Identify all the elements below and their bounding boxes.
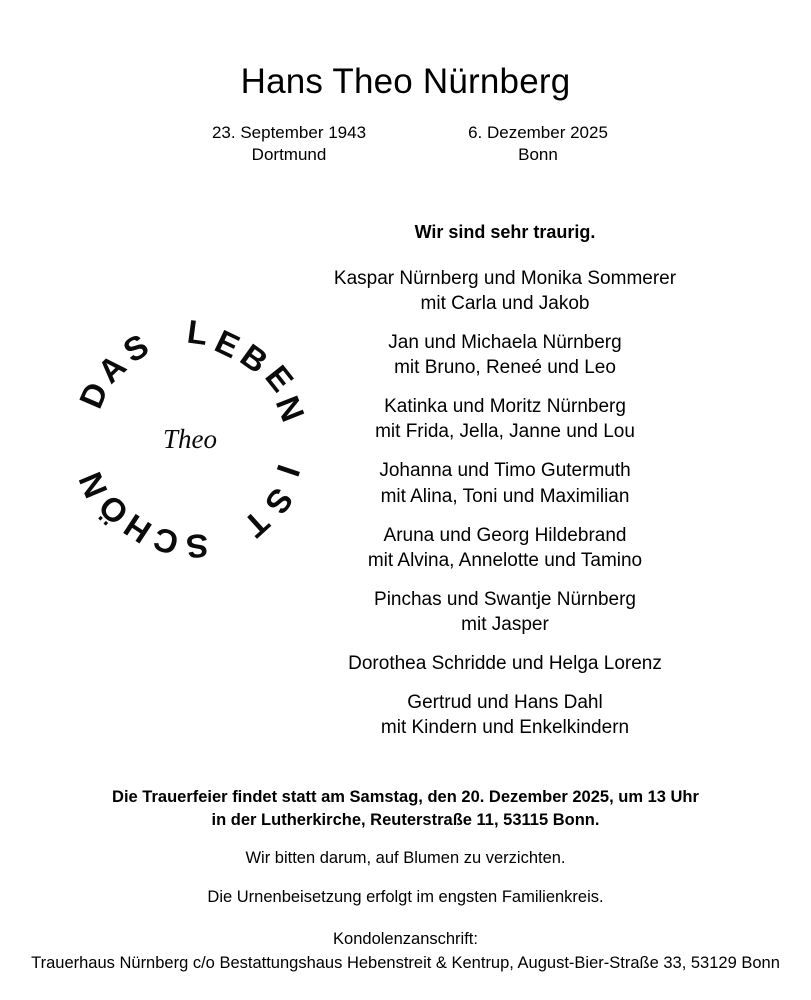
birth-block <box>169 122 409 166</box>
mourner-names: Aruna und Georg Hildebrand <box>383 524 627 546</box>
mourner-names: Jan und Michaela Nürnberg <box>388 332 622 354</box>
deceased-name: Hans Theo Nürnberg <box>240 62 571 101</box>
burial-note: Die Urnenbeisetzung erfolgt im engsten Familienkreis. <box>207 887 604 906</box>
birth-place: Dortmund <box>251 144 327 164</box>
stamp-arc-letter: N <box>71 466 115 504</box>
stamp-arc-letter: N <box>268 390 312 427</box>
condolence-footer <box>0 928 811 976</box>
service-details <box>40 786 771 907</box>
stamp-arc-letter: S <box>257 481 301 522</box>
death-date: 6. Dezember 2025 <box>468 123 608 142</box>
stamp-arc-letter: D <box>71 376 116 414</box>
mourner-group <box>255 587 755 637</box>
mourning-heading: Wir sind sehr traurig. <box>414 222 596 242</box>
mourner-names: Pinchas und Swantje Nürnberg <box>374 588 636 610</box>
stamp-signature: Theo <box>163 424 217 454</box>
mourner-children: mit Frida, Jella, Janne und Lou <box>375 421 635 443</box>
birth-date: 23. September 1943 <box>211 123 367 142</box>
mourner-names: Kaspar Nürnberg und Monika Sommerer <box>333 268 677 289</box>
stamp-arc-letter: H <box>117 506 158 551</box>
life-dates-row <box>0 122 811 172</box>
mourner-children: mit Carla und Jakob <box>420 293 590 315</box>
mourner-names: Katinka und Moritz Nürnberg <box>384 396 626 418</box>
flowers-note: Wir bitten darum, auf Blumen zu verzichten. <box>245 848 566 867</box>
mourner-group <box>255 394 755 444</box>
mourner-group <box>255 690 755 740</box>
mourner-group <box>255 651 755 676</box>
death-block <box>418 122 658 166</box>
condolence-label: Kondolenzanschrift: <box>333 930 478 948</box>
stamp-arc-letter: S <box>184 527 210 566</box>
mourner-group <box>255 458 755 508</box>
stamp-arc-letter: Ö <box>91 487 136 533</box>
stamp-arc-letter: E <box>258 358 301 399</box>
mourner-children: mit Alvina, Annelotte und Tamino <box>367 549 643 571</box>
service-announcement <box>40 786 771 832</box>
condolence-address: Trauerhaus Nürnberg c/o Bestattungshaus Hebenstreit & Kentrup, August-Bier-Straße 33, 53129 Bonn <box>31 953 780 972</box>
stamp-arc-letter: I <box>269 460 308 481</box>
mourner-children: mit Jasper <box>461 613 549 635</box>
service-line-1: Die Trauerfeier findet statt am Samstag, den 20. Dezember 2025, um 13 Uhr <box>112 788 699 806</box>
stamp-arc-letter: C <box>149 519 183 563</box>
mourner-names: Johanna und Timo Gutermuth <box>379 460 631 482</box>
mourners-list <box>255 266 755 740</box>
mourner-names: Gertrud und Hans Dahl <box>407 692 603 714</box>
death-place: Bonn <box>518 144 558 164</box>
mourner-group <box>255 266 755 316</box>
mourner-group <box>255 523 755 573</box>
stamp-arc-letter: S <box>116 326 155 370</box>
mourner-children: mit Bruno, Reneé und Leo <box>394 357 616 379</box>
mourner-children: mit Kindern und Enkelkindern <box>380 717 630 739</box>
service-line-2: in der Lutherkirche, Reuterstraße 11, 53115 Bonn. <box>211 810 600 829</box>
stamp-arc-letter: E <box>209 322 246 366</box>
mourner-names: Dorothea Schridde und Helga Lorenz <box>348 652 662 674</box>
stamp-arc-letter: T <box>236 503 277 545</box>
stamp-arc-letter: L <box>185 312 210 352</box>
mourner-children: mit Alina, Toni und Maximilian <box>380 485 630 507</box>
stamp-arc-letter: B <box>233 336 275 381</box>
mourner-group <box>255 330 755 380</box>
stamp-arc-letter: A <box>90 346 134 391</box>
